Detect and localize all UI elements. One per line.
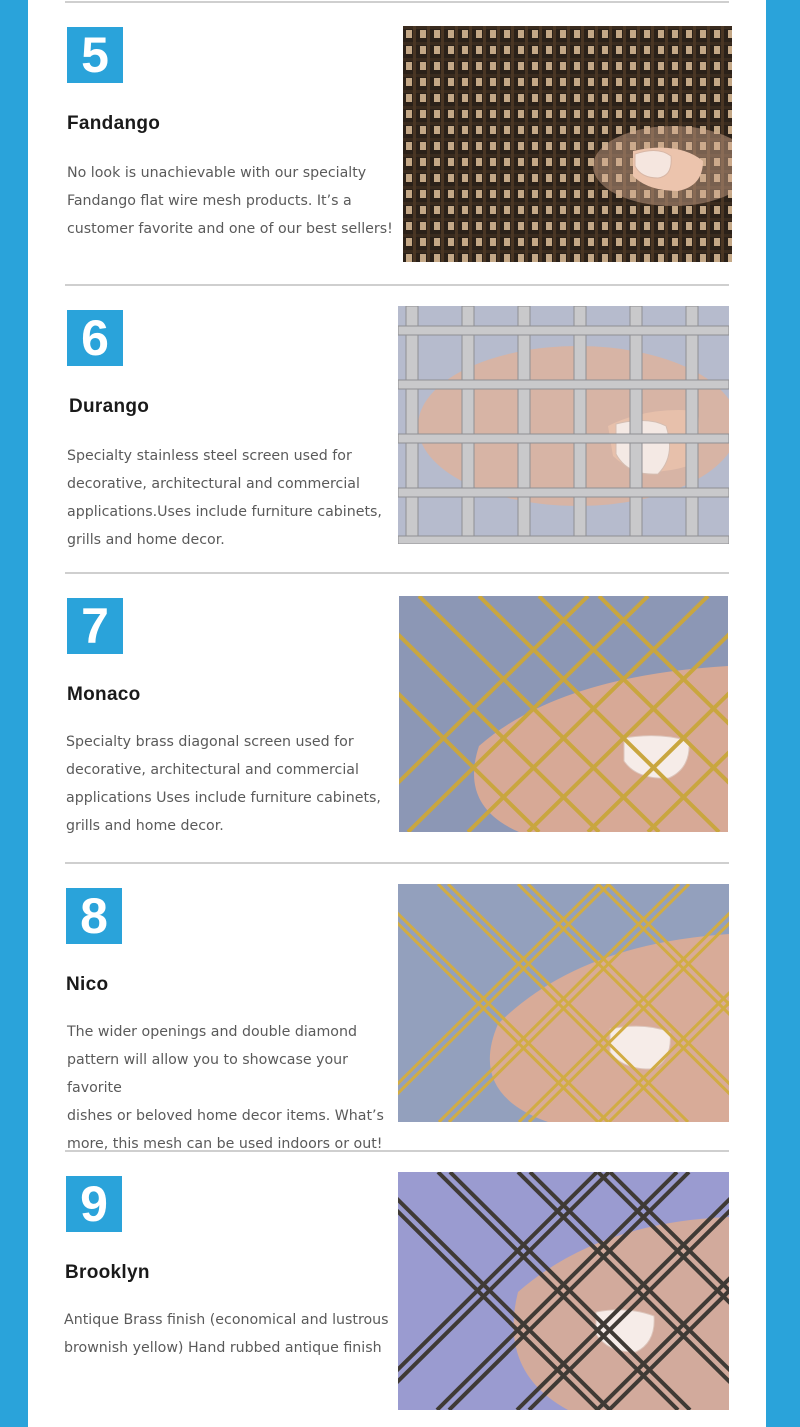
description-line: applications.Uses include furniture cabinets, — [67, 504, 382, 520]
divider — [65, 572, 729, 574]
description-line: grills and home decor. — [66, 818, 224, 834]
description-line: brownish yellow) Hand rubbed antique finish — [64, 1340, 382, 1356]
description-line: applications Uses include furniture cabinets, — [66, 790, 381, 806]
product-description — [66, 728, 398, 840]
product-title: Monaco — [67, 684, 141, 705]
right-accent-bar — [766, 0, 800, 1427]
product-description — [64, 1306, 397, 1362]
product-number-badge: 5 — [67, 27, 123, 83]
description-line: customer favorite and one of our best sellers! — [67, 221, 393, 237]
product-number-badge: 6 — [67, 310, 123, 366]
product-number-badge: 7 — [67, 598, 123, 654]
product-description — [67, 442, 397, 554]
fandango-mesh-photo — [403, 26, 732, 262]
product-title: Fandango — [67, 113, 161, 134]
description-line: grills and home decor. — [67, 532, 225, 548]
description-line: Specialty brass diagonal screen used for — [66, 734, 354, 750]
divider — [65, 1, 729, 3]
description-line: pattern will allow you to showcase your favorite — [67, 1052, 348, 1096]
description-line: dishes or beloved home decor items. What’s — [67, 1108, 384, 1124]
description-line: decorative, architectural and commercial — [66, 762, 359, 778]
divider — [65, 284, 729, 286]
brooklyn-mesh-photo — [398, 1172, 729, 1410]
durango-mesh-photo — [398, 306, 729, 544]
divider — [65, 862, 729, 864]
product-title: Nico — [66, 974, 109, 995]
product-title: Brooklyn — [65, 1262, 150, 1283]
nico-mesh-photo — [398, 884, 729, 1122]
product-number-badge: 8 — [66, 888, 122, 944]
description-line: Specialty stainless steel screen used for — [67, 448, 352, 464]
product-title: Durango — [69, 396, 150, 417]
description-line: The wider openings and double diamond — [67, 1024, 357, 1040]
description-line: No look is unachievable with our specialty — [67, 165, 367, 181]
description-line: decorative, architectural and commercial — [67, 476, 360, 492]
product-number-badge: 9 — [66, 1176, 122, 1232]
description-line: more, this mesh can be used indoors or out! — [67, 1136, 383, 1152]
description-line: Antique Brass finish (economical and lustrous — [64, 1312, 389, 1328]
monaco-mesh-photo — [399, 596, 728, 832]
left-accent-bar — [0, 0, 28, 1427]
product-description — [67, 1018, 399, 1158]
description-line: Fandango flat wire mesh products. It’s a — [67, 193, 352, 209]
product-description — [67, 159, 407, 243]
